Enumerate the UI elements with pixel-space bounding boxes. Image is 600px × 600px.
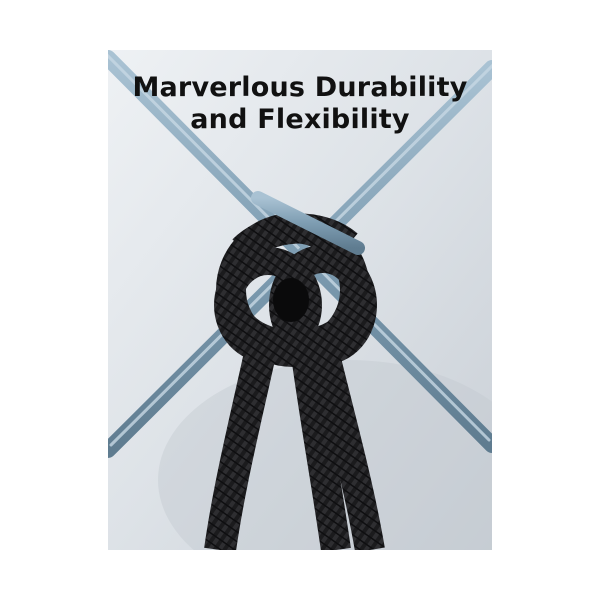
headline bbox=[0, 72, 600, 136]
headline-line-2: and Flexibility bbox=[190, 104, 410, 135]
headline-line-1: Marverlous Durability bbox=[132, 72, 468, 103]
